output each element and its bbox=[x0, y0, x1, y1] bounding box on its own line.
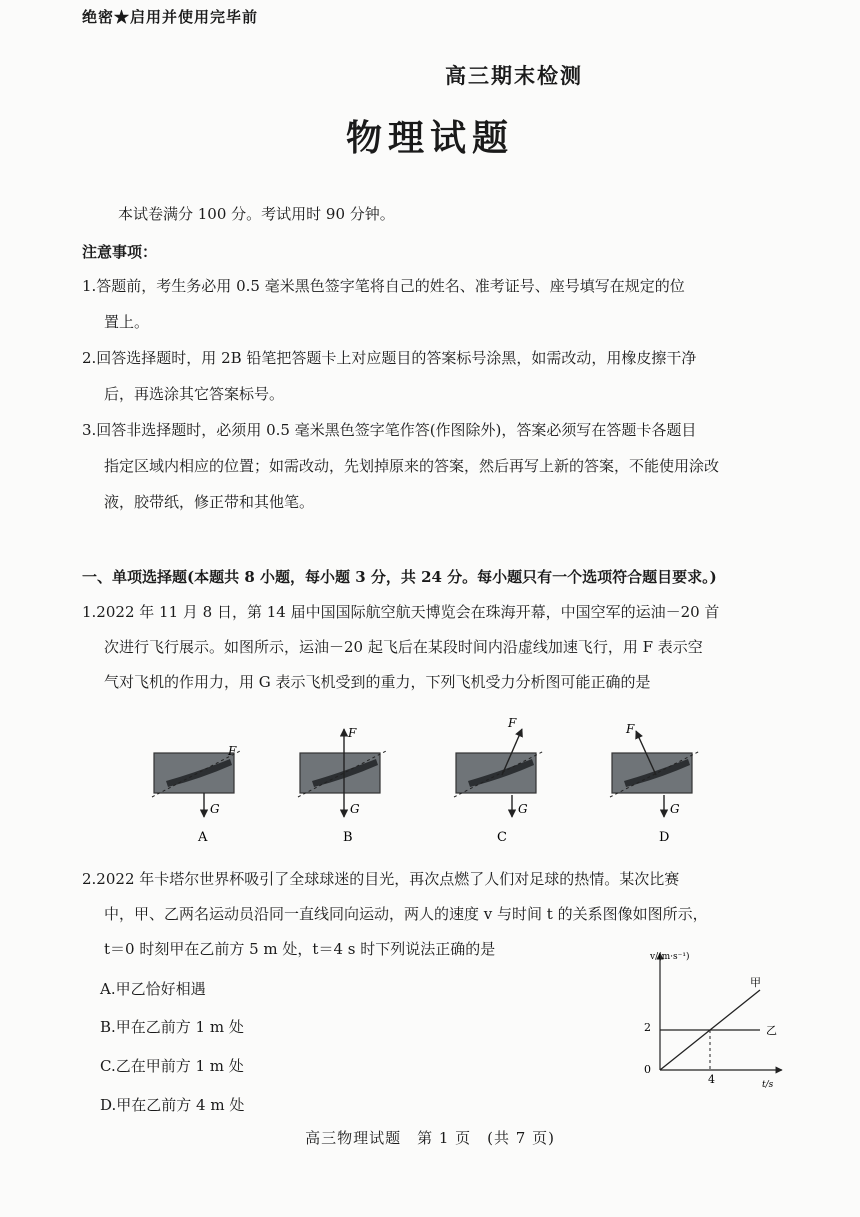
note-line: 1.答题前，考生务必用 0.5 毫米黑色签字笔将自己的姓名、准考证号、座号填写在规定的位 bbox=[82, 277, 685, 295]
note-item-3 bbox=[82, 412, 782, 520]
diagram-d bbox=[610, 722, 700, 845]
label-g: G bbox=[210, 802, 220, 816]
section-heading: 一、单项选择题(本题共 8 小题，每小题 3 分，共 24 分。每小题只有一个选项符合题目要求。) bbox=[82, 568, 717, 586]
diagram-b bbox=[298, 726, 386, 845]
origin-label: 0 bbox=[644, 1063, 651, 1076]
option-a: A.甲乙恰好相遇 bbox=[100, 980, 206, 998]
note-line: 3.回答非选择题时，必须用 0.5 毫米黑色签字笔作答(作图除外)，答案必须写在答题卡各题目 bbox=[82, 421, 697, 439]
label-g: G bbox=[670, 802, 680, 816]
option-c: C.乙在甲前方 1 m 处 bbox=[100, 1057, 244, 1075]
note-line: 指定区域内相应的位置；如需改动，先划掉原来的答案，然后再写上新的答案，不能使用涂改 bbox=[104, 457, 720, 475]
label-g: G bbox=[350, 802, 360, 816]
question-line: 次进行飞行展示。如图所示，运油－20 起飞后在某段时间内沿虚线加速飞行，用 F 表示空 bbox=[104, 638, 703, 656]
y-axis-label: v/(m·s⁻¹) bbox=[650, 952, 690, 962]
diagram-c bbox=[454, 716, 544, 845]
x-tick-4: 4 bbox=[708, 1073, 715, 1086]
note-line: 2.回答选择题时，用 2B 铅笔把答题卡上对应题目的答案标号涂黑，如需改动，用橡皮擦干净 bbox=[82, 349, 697, 367]
force-diagrams bbox=[140, 715, 720, 845]
note-line: 液，胶带纸，修正带和其他笔。 bbox=[104, 493, 315, 511]
label-f: F bbox=[626, 722, 635, 736]
exam-title: 高三期末检测 bbox=[445, 63, 583, 88]
x-axis-label: t/s bbox=[762, 1080, 774, 1090]
option-label-d: D bbox=[659, 830, 670, 845]
note-line: 后，再选涂其它答案标号。 bbox=[104, 385, 285, 403]
option-label-c: C bbox=[497, 830, 507, 845]
confidential-label: 绝密★启用并使用完毕前 bbox=[82, 8, 259, 26]
option-label-a: A bbox=[198, 830, 208, 845]
diagram-a bbox=[152, 744, 240, 845]
page-footer: 高三物理试题 第 1 页 (共 7 页) bbox=[305, 1129, 555, 1147]
y-tick-2: 2 bbox=[644, 1021, 651, 1034]
note-item-1 bbox=[82, 268, 782, 340]
intro-text: 本试卷满分 100 分。考试用时 90 分钟。 bbox=[118, 205, 395, 223]
question-line: 气对飞机的作用力，用 G 表示飞机受到的重力，下列飞机受力分析图可能正确的是 bbox=[104, 673, 651, 691]
label-f: F bbox=[348, 726, 357, 740]
question-line: 中，甲、乙两名运动员沿同一直线同向运动，两人的速度 v 与时间 t 的关系图像如图所示， bbox=[104, 905, 708, 923]
option-d: D.甲在乙前方 4 m 处 bbox=[100, 1096, 245, 1114]
note-line: 置上。 bbox=[104, 313, 150, 331]
question-1 bbox=[82, 595, 782, 700]
question-line: t＝0 时刻甲在乙前方 5 m 处，t＝4 s 时下列说法正确的是 bbox=[104, 940, 496, 958]
option-b: B.甲在乙前方 1 m 处 bbox=[100, 1018, 244, 1036]
question-line: 1.2022 年 11 月 8 日，第 14 届中国国际航空航天博览会在珠海开幕，中国空军的运油－20 首 bbox=[82, 603, 720, 621]
series-label-yi: 乙 bbox=[766, 1024, 777, 1037]
subject-title: 物理试题 bbox=[345, 117, 514, 159]
question-line: 2.2022 年卡塔尔世界杯吸引了全球球迷的目光，再次点燃了人们对足球的热情。某次比赛 bbox=[82, 870, 680, 888]
label-g: G bbox=[518, 802, 528, 816]
velocity-time-chart bbox=[630, 945, 790, 1090]
label-f: F bbox=[228, 744, 237, 758]
option-label-b: B bbox=[343, 830, 353, 845]
label-f: F bbox=[508, 716, 517, 730]
series-label-jia: 甲 bbox=[750, 976, 761, 989]
note-item-2 bbox=[82, 340, 782, 412]
notes-heading: 注意事项： bbox=[82, 243, 158, 261]
